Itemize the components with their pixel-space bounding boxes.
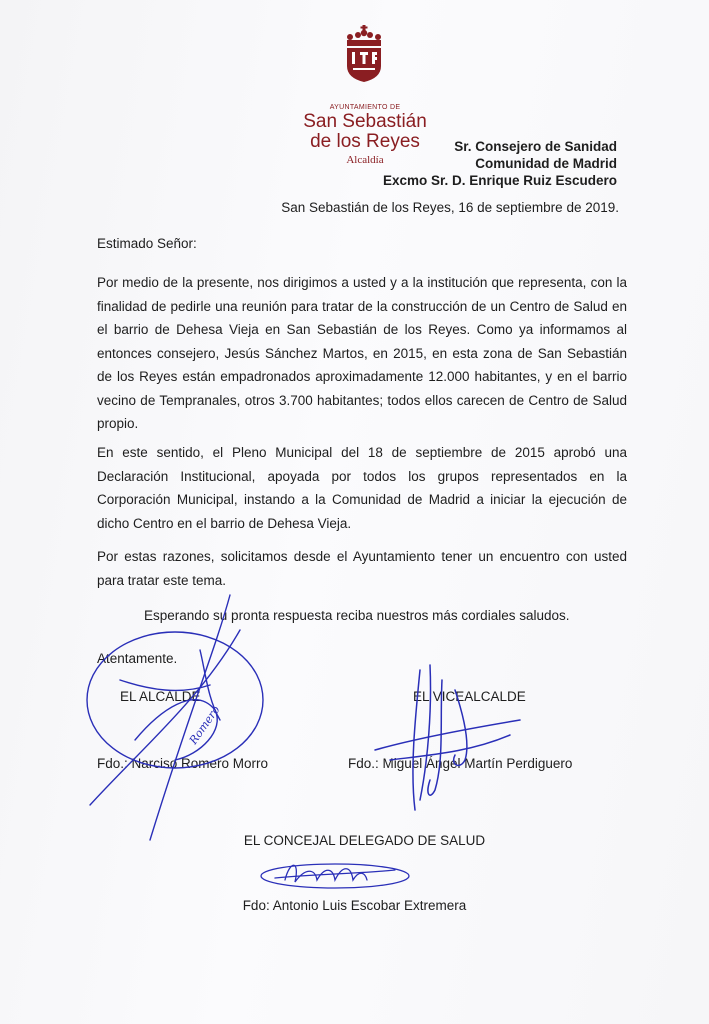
recipient-block [383, 138, 617, 189]
body-paragraph: Por medio de la presente, nos dirigimos a usted y a la institución que representa, con la finalidad de pedirle una reunión para tratar de la construcción de un Centro de Salud en el barrio de Dehesa Vieja en San Sebastián de los Reyes. Como ya informamos al entonces consejero, Jesús Sánchez Martos, en 2015, en esta zona de San Sebastián de los Reyes están empadronados aproximadamente 12.000 habitantes, y en el barrio vecino de Tempranales, otros 3.700 habitantes; todos ellos carecen de Centro de Salud propio. [97, 275, 627, 431]
councillor-signature [255, 850, 415, 900]
letterhead-city-line2: de los Reyes [310, 131, 420, 152]
coat-of-arms-icon [339, 24, 389, 84]
health-councillor-name: Fdo: Antonio Luis Escobar Extremera [242, 898, 467, 913]
dateline: San Sebastián de los Reyes, 16 de septiembre de 2019. [281, 200, 619, 215]
mayor-signature [80, 590, 280, 850]
signature-script: Romero [186, 703, 223, 747]
recipient-line: Comunidad de Madrid [475, 156, 617, 171]
letterhead-city-line1: San Sebastián [303, 111, 427, 132]
body-paragraph: En este sentido, el Pleno Municipal del 18 de septiembre de 2015 aprobó una Declaración Institucional, apoyada por todos los grupos representados en la Corporación Municipal, instando a la Comunidad de Madrid a iniciar la ejecución de dicho Centro en el barrio de Dehesa Vieja. [97, 445, 627, 531]
body-paragraph: Por estas razones, solicitamos desde el Ayuntamiento tener un encuentro con usted para tratar este tema. [97, 549, 627, 588]
mayor-name: Fdo.: Narciso Romero Morro [97, 756, 269, 771]
letterhead-label: AYUNTAMIENTO DE [329, 104, 401, 111]
deputy-mayor-title: EL VICEALCALDE [413, 689, 526, 704]
mayor-title: EL ALCALDE [120, 689, 201, 704]
deputy-mayor-signature [370, 660, 530, 820]
recipient-line: Sr. Consejero de Sanidad [454, 139, 617, 154]
letterhead-office: Alcaldía [346, 154, 384, 166]
recipient-line: Excmo Sr. D. Enrique Ruiz Escudero [382, 173, 617, 188]
deputy-mayor-name: Fdo.: Miguel Ángel Martín Perdiguero [348, 756, 573, 771]
closing-line: Esperando su pronta respuesta reciba nuestros más cordiales saludos. [144, 608, 570, 623]
greeting: Estimado Señor: [97, 236, 197, 251]
health-councillor-title: EL CONCEJAL DELEGADO DE SALUD [243, 833, 486, 848]
signoff: Atentamente. [97, 651, 178, 666]
